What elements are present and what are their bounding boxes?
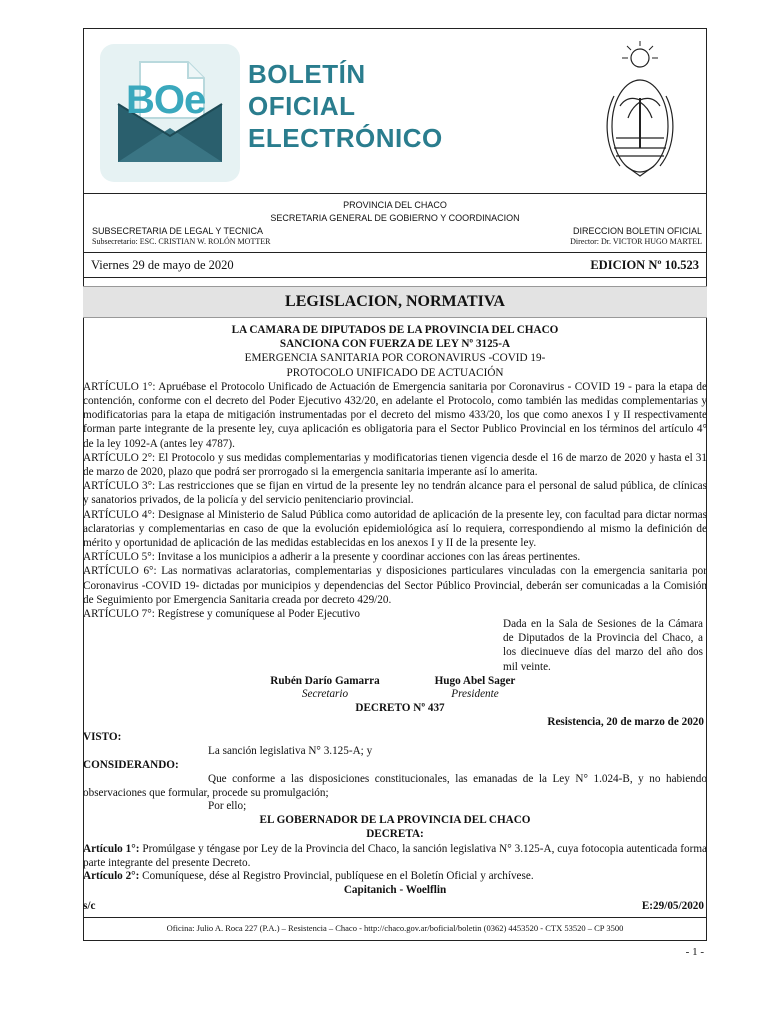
sc-mark: s/c xyxy=(83,900,96,912)
law-body xyxy=(83,323,707,621)
page-number: - 1 - xyxy=(685,946,704,958)
decree-article-1-text: Promúlgase y téngase por Ley de la Provincia del Chaco, la sanción legislativa N° 3.125-A, cuya fotocopia autenticada forma parte integrante del presente Decreto. xyxy=(83,843,707,870)
decree-article-1-label: Artículo 1°: xyxy=(83,843,140,855)
por-ello-text: Por ello; xyxy=(208,800,247,812)
signature-president-role: Presidente xyxy=(451,688,499,700)
law-article-2: ARTÍCULO 2°: El Protocolo y sus medidas complementarias y modificatorias tienen vigencia desde el 16 de marzo de 2020 y hasta el 31 de marzo de 2020, plazo que podrá ser prorrogado si la emergencia sanitaria imperante así lo amerita. xyxy=(83,451,707,479)
law-article-1: ARTÍCULO 1°: Apruébase el Protocolo Unificado de Actuación de Emergencia sanitaria por Coronavirus - COVID 19 - para la etapa de contención, conforme con el decreto del Poder Ejecutivo 432/20, en adelante el Protocolo, como también las medidas complementarias y modificatorias para la etapa de mitigación instrumentadas por el decreto del mismo 433/20, los que como anexos I y II respectivamente forman parte integrante de la presente ley, cuya aplicación es obligatoria para el Sector Publico Provincial en los términos del artículo 4° de la ley 1092-A (antes ley 4787). xyxy=(83,380,707,450)
decree-place-date: Resistencia, 20 de marzo de 2020 xyxy=(547,716,704,728)
header-divider xyxy=(83,193,707,194)
director-name: Director: Dr. VICTOR HUGO MARTEL xyxy=(570,237,702,246)
decree-signers: Capitanich - Woelflin xyxy=(343,884,447,896)
law-heading-1: LA CAMARA DE DIPUTADOS DE LA PROVINCIA DEL CHACO xyxy=(231,324,559,336)
chaco-emblem-icon xyxy=(600,36,680,186)
law-article-3: ARTÍCULO 3°: Las restricciones que se fijan en virtud de la presente ley no tendrán alcance para el personal de salud pública, de clínicas y sanatorios privados, de la policía y del servicio penitenciario provincial. xyxy=(83,480,707,507)
footer-bar xyxy=(83,917,707,941)
boe-logo xyxy=(100,44,240,182)
law-heading-4: PROTOCOLO UNIFICADO DE ACTUACIÓN xyxy=(286,366,504,379)
date-bar xyxy=(83,252,707,278)
direction-label: DIRECCION BOLETIN OFICIAL xyxy=(572,226,702,236)
considerando-label: CONSIDERANDO: xyxy=(83,759,179,771)
decree-article-2 xyxy=(83,870,707,882)
decree-article-1 xyxy=(83,842,707,870)
signature-president-name: Hugo Abel Sager xyxy=(434,675,516,687)
boe-title-line2: OFICIAL xyxy=(248,91,356,121)
edition-number: EDICION Nº 10.523 xyxy=(590,258,699,272)
governor-heading: EL GOBERNADOR DE LA PROVINCIA DEL CHACO xyxy=(259,814,531,826)
law-article-4: ARTÍCULO 4°: Designase al Ministerio de Salud Pública como autoridad de aplicación de la presente ley, con facultad para dictar normas aclaratorias y complementarias en caso de que la evolución epidemiológica así lo requiera, correspondiendo al mismo la definición de mérito y oportunidad de aplicación de las medidas establecidas en los anexos I y II de la presente ley. xyxy=(83,508,707,550)
visto-text: La sanción legislativa N° 3.125-A; y xyxy=(208,745,373,757)
decreta-heading: DECRETA: xyxy=(366,828,424,840)
considerando-text: Que conforme a las disposiciones constitucionales, las emanadas de la Ley N° 1.024-B, y no habiendo observaciones que formular, procede su promulgación; xyxy=(83,773,707,800)
province-label: PROVINCIA DEL CHACO xyxy=(343,200,447,210)
boe-title-line3: ELECTRÓNICO xyxy=(248,123,443,153)
law-heading-2: SANCIONA CON FUERZA DE LEY Nº 3125-A xyxy=(279,338,511,351)
boe-title xyxy=(248,58,443,154)
issue-date: Viernes 29 de mayo de 2020 xyxy=(91,258,234,272)
boe-title-line1: BOLETÍN xyxy=(248,59,366,89)
section-title: LEGISLACION, NORMATIVA xyxy=(83,286,707,318)
publication-date: E:29/05/2020 xyxy=(641,900,704,912)
subsecretary-name: Subsecretario: ESC. CRISTIAN W. ROLÓN MOTTER xyxy=(92,237,271,246)
law-article-7: ARTÍCULO 7°: Regístrese y comuníquese al Poder Ejecutivo xyxy=(83,608,360,621)
law-heading-3: EMERGENCIA SANITARIA POR CORONAVIRUS -COVID 19- xyxy=(244,352,546,365)
decree-title: DECRETO Nº 437 xyxy=(355,702,445,714)
given-paragraph: Dada en la Sala de Sesiones de la Cámara de Diputados de la Provincia del Chaco, a los diecinueve días del marzo del año dos mil veinte. xyxy=(503,618,703,673)
boe-logo-mark: BOe xyxy=(126,78,206,122)
footer-office: Oficina: Julio A. Roca 227 (P.A.) – Resistencia – Chaco - http://chaco.gov.ar/boficial/boletin (0362) 4453520 - CTX 53520 – CP 3500 xyxy=(166,923,624,933)
signature-secretary-role: Secretario xyxy=(301,688,349,700)
visto-label: VISTO: xyxy=(83,731,122,743)
decree-article-2-text: Comuníquese, dése al Registro Provincial, publíquese en el Boletín Oficial y archívese. xyxy=(139,870,534,882)
law-article-5: ARTÍCULO 5°: Invitase a los municipios a adherir a la presente y coordinar acciones con las áreas pertinentes. xyxy=(83,551,581,564)
law-article-6: ARTÍCULO 6°: Las normativas aclaratorias, complementarias y disposiciones particulares vinculadas con la emergencia sanitaria por Coronavirus -COVID 19- dictadas por municipios y dependencias del Sector Público Provincial, deberán ser comunicadas a la Comisión de Seguimiento por Emergencia Sanitaria creada por decreto 429/20. xyxy=(83,565,707,606)
subsecretariat-label: SUBSECRETARIA DE LEGAL Y TECNICA xyxy=(92,226,264,236)
signature-secretary-name: Rubén Darío Gamarra xyxy=(270,675,380,687)
secretariat-label: SECRETARIA GENERAL DE GOBIERNO Y COORDINACION xyxy=(270,213,520,223)
decree-article-2-label: Artículo 2°: xyxy=(83,870,140,882)
